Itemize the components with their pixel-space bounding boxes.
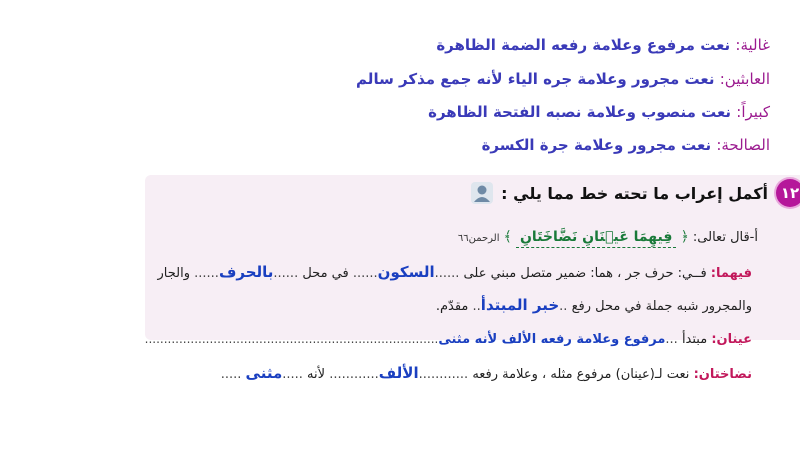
blank-dots: ..... (282, 367, 303, 382)
verse-source: الرحمن٦٦ (457, 233, 500, 244)
answer-line-1 (436, 34, 770, 56)
question-header (471, 178, 800, 208)
answer-line-2 (356, 68, 770, 90)
static-text: والمجرور شبه جملة في محل رفع (567, 299, 752, 314)
handwritten-answer: خبر المبتدأ (480, 296, 560, 314)
parse-line-1 (158, 262, 752, 284)
handwritten-answer: بالحرف (218, 263, 274, 281)
parse-label: نضاختان: (693, 367, 752, 382)
answer-text: نعت منصوب وعلامة نصبه الفتحة الظاهرة (428, 103, 737, 121)
answer-text: نعت مجرور وعلامة جرة الكسرة (481, 136, 717, 154)
static-text: لأنه (302, 367, 330, 382)
answer-word: العابثين: (719, 70, 770, 88)
blank-dots: ...... (194, 266, 219, 281)
handwritten-answer: مثنى (245, 364, 283, 382)
question-number-badge: ١٢ (776, 179, 800, 207)
static-text: مقدّم. (435, 299, 473, 314)
static-text: مبتدأ (677, 332, 712, 347)
blank-dots: ............ (418, 367, 469, 382)
verse-line (458, 227, 758, 249)
parse-line-2 (436, 295, 752, 317)
blank-dots: ............ (329, 367, 379, 382)
verse-bracket-close: ﴾ (503, 229, 512, 245)
question-title: أكمل إعراب ما تحته خط مما يلي : (501, 183, 768, 203)
answer-word: الصالحة: (716, 136, 770, 154)
parse-label: عينان: (711, 332, 752, 347)
verse-text: فِيهِمَا عَيۡنَانِ نَضَّاخَتَانِ (516, 227, 676, 248)
static-text: نعت لـ(عينان) مرفوع مثله ، وعلامة رفعه (468, 367, 694, 382)
static-text: والجار (157, 266, 195, 281)
static-text: في محل (298, 266, 353, 281)
parse-line-3 (145, 329, 752, 350)
person-icon (471, 182, 493, 204)
blank-dots: ... (665, 332, 678, 347)
handwritten-answer: الألف (378, 364, 419, 382)
answer-word: كبيراً: (736, 103, 770, 121)
blank-dots: ..... (220, 367, 246, 382)
blank-dots: ...... (352, 266, 378, 281)
answer-text: نعت مجرور وعلامة جره الياء لأنه جمع مذكر سالم (356, 70, 720, 88)
handwritten-answer: مرفوع وعلامة رفعه الألف لأنه مثنى (438, 332, 666, 347)
blank-dots: .. (472, 299, 481, 314)
answer-text: نعت مرفوع وعلامة رفعه الضمة الظاهرة (436, 36, 736, 54)
blank-dots: ...... (273, 266, 299, 281)
parse-label: فيهما: (710, 266, 752, 281)
verse-bracket-open: ﴿ (680, 229, 689, 245)
parse-line-4 (221, 363, 752, 385)
answer-line-4 (482, 134, 770, 156)
blank-dots: ...... (434, 266, 460, 281)
answer-line-3 (428, 101, 770, 123)
blank-dots: .. (559, 299, 568, 314)
static-text: فــي: حرف جر ، هما: ضمير متصل مبني على (459, 266, 711, 281)
verse-prefix: أ-قال تعالى: (692, 230, 758, 245)
blank-dots: ............................................................................. (144, 332, 439, 346)
handwritten-answer: السكون (377, 263, 435, 281)
answer-word: غالية: (735, 36, 770, 54)
